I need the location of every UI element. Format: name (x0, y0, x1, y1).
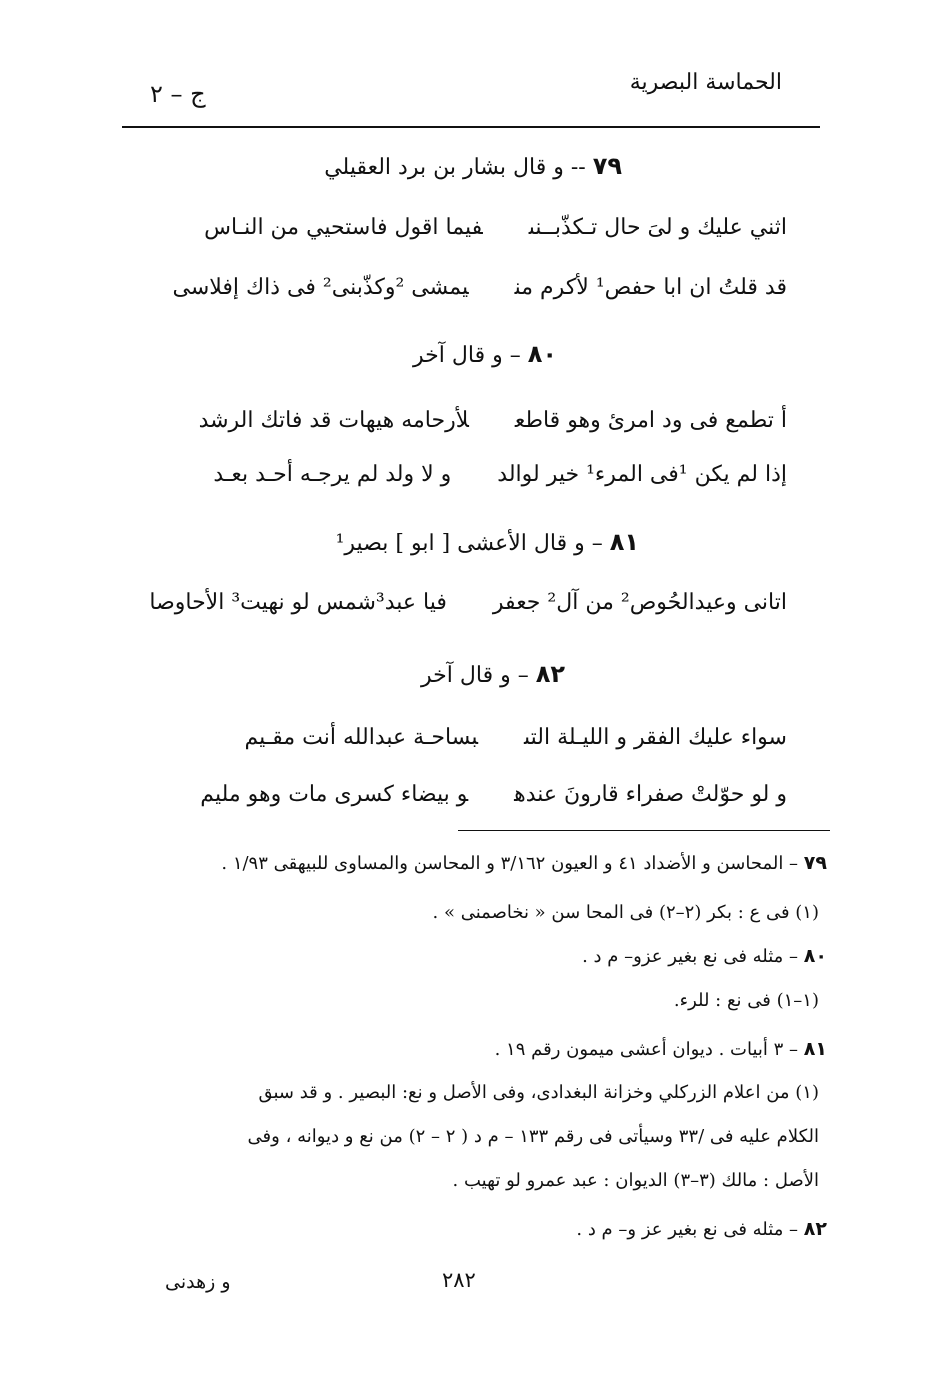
footnote (576, 1218, 827, 1240)
poem-heading (413, 340, 557, 368)
verse-second-hemistich: فيا عبد³شمس لو نهيت³ الأحاوصا (149, 590, 447, 615)
poem-number: ٨٠ (527, 340, 557, 368)
verse-line (149, 590, 787, 615)
verse-second-hemistich: يمشى ²وكذّبنى² فى ذاك إفلاسى (172, 275, 469, 300)
verse-first-hemistich: إذا لم يكن ¹فى المرء¹ خير لوالد (497, 462, 787, 487)
verse-first-hemistich: سواء عليك الفقر و الليـلة التى (523, 725, 787, 750)
footnote (433, 902, 819, 923)
footnote-text: (١–١) فى نع : للرء. (673, 990, 819, 1011)
poem-heading (336, 528, 639, 556)
poem-title: – و قال آخر (421, 663, 529, 688)
footnote-number: ٧٩ (803, 852, 827, 874)
header-divider (122, 126, 820, 128)
footnote (221, 852, 827, 874)
footnote-text: – المحاسن و الأضداد ٤١ و العيون ٣/١٦٢ و المحاسن والمساوى للبيهقى ١/٩٣ . (221, 853, 799, 874)
footnote (453, 1170, 819, 1191)
footnote-number: ٨١ (803, 1038, 827, 1060)
poem-number: ٧٩ (592, 152, 622, 180)
verse-first-hemistich: و لو حوّلتْ صفراء قارونَ عنده (514, 782, 787, 807)
footnote (674, 990, 819, 1011)
footnote (248, 1126, 819, 1147)
verse-first-hemistich: قد قلتُ ان ابا حفص¹ لأكرم من (514, 275, 787, 300)
poem-number: ٨١ (609, 528, 639, 556)
poem-heading (324, 152, 622, 180)
verse-line (200, 782, 787, 807)
footnote-text: – ٣ أبيات . ديوان أعشى ميمون رقم ١٩ . (494, 1039, 799, 1060)
poem-title: – و قال الأعشى [ ابو ] بصير¹ (335, 531, 603, 556)
poem-heading (421, 660, 565, 688)
catchword: و زهدنى (165, 1271, 231, 1293)
verse-second-hemistich: لأرحامه هيهات قد فاتك الرشد (198, 408, 469, 433)
verse-second-hemistich: بساحـة عبدالله أنت مقـيم (244, 725, 478, 750)
footnote (495, 1038, 827, 1060)
footnote (258, 1082, 819, 1103)
footnote-text: (١) من اعلام الزركلي وخزانة البغدادى، وفى الأصل و نع: البصير . و قد سبق (258, 1082, 819, 1103)
verse-second-hemistich: و بيضاء كسرى مات وهو مليم (200, 782, 469, 807)
footnote-number: ٨٠ (803, 945, 827, 967)
footnote-text: – مثله فى نع بغير عز و– م د . (576, 1219, 799, 1240)
verse-line (173, 275, 788, 300)
page-number: ٢٨٢ (442, 1268, 476, 1292)
footnote (582, 945, 827, 967)
poem-title: -- و قال بشار بن برد العقيلي (324, 155, 586, 180)
poem-number: ٨٢ (535, 660, 565, 688)
verse-line (199, 408, 787, 433)
footnote-text: الأصل : مالك (٣–٣) الديوان : عبد عمرو لو تهيب . (452, 1170, 819, 1191)
footnote-text: – مثله فى نع بغير عزو– م د . (582, 946, 799, 967)
volume-label: ج – ٢ (150, 80, 206, 108)
footnote-text: (١) فى ع : بكر (٢–٢) فى المحا سن « نخاصمنى » . (432, 902, 819, 923)
verse-line (245, 725, 788, 750)
poem-title: – و قال آخر (413, 343, 521, 368)
verse-second-hemistich: و لا ولد لم يرجـه أحـد بعـد (213, 462, 452, 487)
verse-line (213, 462, 787, 487)
verse-second-hemistich: فيما اقول فاستحيي من النـاس (204, 215, 483, 240)
verse-line (204, 215, 787, 240)
running-title: الحماسة البصرية (629, 70, 782, 95)
verse-first-hemistich: اتانى وعيدالحُوص² من آل² جعفر (492, 590, 787, 615)
footnote-divider (458, 830, 830, 831)
verse-first-hemistich: أ تطمع فى ود امرئ وهو قاطع (514, 408, 787, 433)
footnote-number: ٨٢ (803, 1218, 827, 1240)
footnote-text: الكلام عليه فى /٣٣ وسيأتى فى رقم ١٣٣ – م د ( ٢ – ٢) من نع و ديوانه ، وفى (247, 1126, 819, 1147)
verse-first-hemistich: اثني عليك و لىَ حال تـكذّبــنى (528, 215, 787, 240)
